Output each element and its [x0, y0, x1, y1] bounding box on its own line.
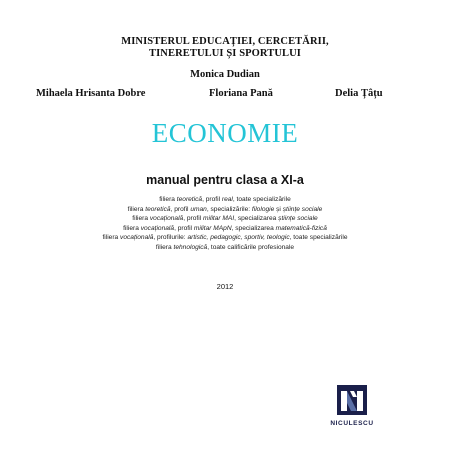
author-4: Delia Țâțu	[335, 88, 383, 99]
book-subtitle: manual pentru clasa a XI-a	[146, 173, 304, 187]
specialization-line	[0, 205, 450, 215]
specialization-term: vocațională	[140, 224, 175, 232]
author-2: Mihaela Hrisanta Dobre	[36, 88, 146, 99]
specialization-term: vocațională	[120, 234, 154, 242]
author-3: Floriana Pană	[209, 88, 273, 99]
specialization-text: filiera	[123, 224, 141, 232]
specialization-text: , profil	[183, 215, 204, 223]
ministry-line-2: TINERETULUI ȘI SPORTULUI	[149, 48, 301, 59]
specialization-term: filologie	[251, 205, 275, 213]
specialization-term: teoretică	[145, 205, 171, 213]
specialization-term: matematică-fizică	[275, 224, 327, 232]
specialization-line	[0, 233, 450, 243]
specialization-line	[0, 214, 450, 224]
specialization-line	[0, 195, 450, 205]
specialization-term: științe sociale	[278, 215, 318, 223]
specialization-term: real	[221, 196, 233, 203]
specialization-text: , specializarea	[234, 215, 279, 223]
specialization-text: , profil	[174, 224, 194, 232]
specialization-text: , profil	[170, 205, 191, 213]
specialization-text: și	[274, 205, 283, 213]
specialization-text: filiera	[159, 196, 177, 203]
book-title: ECONOMIE	[151, 118, 299, 148]
specialization-term: militar MApN	[193, 224, 232, 232]
specialization-term: științe sociale	[282, 205, 323, 213]
specialization-term: tehnologică	[173, 243, 208, 251]
specialization-term: militar MAI	[203, 215, 235, 223]
specialization-text: , toate specializările	[289, 234, 348, 242]
specialization-text: , specializările:	[206, 205, 252, 213]
specialization-text: , specializarea	[231, 224, 276, 232]
specialization-line	[0, 224, 450, 234]
specialization-text: , profilurile:	[153, 234, 188, 242]
specialization-text: filiera	[132, 215, 150, 223]
specializations-list	[0, 195, 450, 253]
specialization-text: filiera	[155, 243, 174, 251]
specialization-text: filiera	[102, 234, 121, 242]
ministry-header	[0, 36, 450, 60]
specialization-text: , toate specializările	[232, 196, 291, 203]
author-1: Monica Dudian	[190, 69, 260, 80]
specialization-text: filiera	[127, 205, 146, 213]
specialization-term: vocațională	[149, 215, 184, 223]
ministry-line-1: MINISTERUL EDUCAȚIEI, CERCETĂRII,	[121, 36, 329, 47]
specialization-line	[0, 243, 450, 253]
specialization-text: , toate calificările profesionale	[207, 243, 295, 251]
publication-year: 2012	[216, 282, 234, 291]
specialization-text: , profil	[202, 196, 222, 203]
specialization-term: artistic, pedagogic, sportiv, teologic	[187, 234, 290, 242]
niculescu-logo-icon	[337, 385, 367, 415]
specialization-term: teoretică	[176, 196, 203, 203]
publisher-name: NICULESCU	[330, 420, 374, 427]
specialization-term: uman	[190, 205, 207, 213]
